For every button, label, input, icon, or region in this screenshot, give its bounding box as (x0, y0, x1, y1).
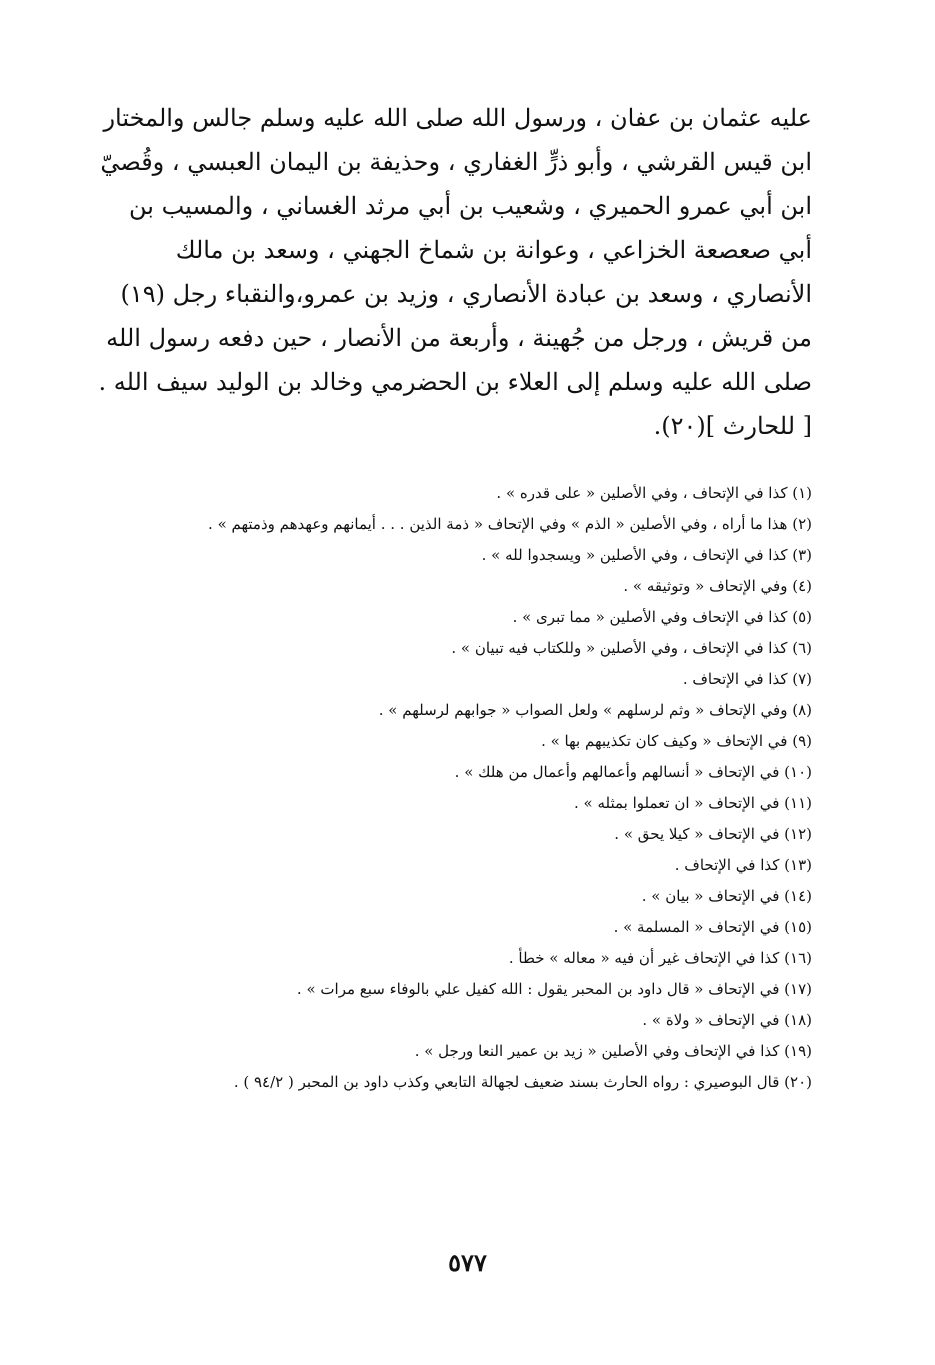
footnote-13: (١٣) كذا في الإتحاف . (674, 856, 812, 874)
footnote-18: (١٨) في الإتحاف « ولاة » . (642, 1011, 812, 1029)
main-text-line: من قريش ، ورجل من جُهينة ، وأربعة من الأنصار ، حين دفعه رسول الله (106, 324, 812, 352)
footnote-20: (٢٠) قال البوصيري : رواه الحارث بسند ضعيف لجهالة التابعي وكذب داود بن المحبر ( ٩٤/٢ ) . (233, 1073, 812, 1091)
footnote-12: (١٢) في الإتحاف « كيلا يحق » . (614, 825, 812, 843)
main-text (98, 96, 812, 448)
footnote-14: (١٤) في الإتحاف « بيان » . (641, 887, 812, 905)
main-text-line: صلى الله عليه وسلم إلى العلاء بن الحضرمي وخالد بن الوليد سيف الله . (98, 368, 812, 396)
main-text-line: عليه عثمان بن عفان ، ورسول الله صلى الله عليه وسلم جالس والمختار (103, 104, 812, 132)
footnote-4: (٤) وفي الإتحاف « وتوثيقه » . (623, 577, 812, 595)
footnote-19: (١٩) كذا في الإتحاف وفي الأصلين « زيد بن عمير النعا ورجل » . (414, 1042, 812, 1060)
page-number: ٥٧٧ (448, 1248, 487, 1277)
main-text-line: [ للحارث ](٢٠). (653, 412, 812, 440)
footnotes (150, 478, 812, 1098)
footnote-6: (٦) كذا في الإتحاف ، وفي الأصلين « وللكتاب فيه تبيان » . (451, 639, 812, 657)
footnote-17: (١٧) في الإتحاف « قال داود بن المحبر يقول : الله كفيل علي بالوفاء سبع مرات » . (296, 980, 812, 998)
footnote-10: (١٠) في الإتحاف « أنسالهم وأعمالهم وأعمال من هلك » . (454, 763, 812, 781)
footnote-5: (٥) كذا في الإتحاف وفي الأصلين « مما تبرى » . (512, 608, 812, 626)
footnote-8: (٨) وفي الإتحاف « وثم لرسلهم » ولعل الصواب « جوابهم لرسلهم » . (378, 701, 812, 719)
main-text-line: ابن أبي عمرو الحميري ، وشعيب بن أبي مرثد الغساني ، والمسيب بن (129, 192, 812, 220)
footnote-15: (١٥) في الإتحاف « المسلمة » . (613, 918, 812, 936)
main-text-line: الأنصاري ، وسعد بن عبادة الأنصاري ، وزيد بن عمرو،والنقباء رجل (١٩) (120, 280, 812, 308)
footnote-11: (١١) في الإتحاف « ان تعملوا بمثله » . (573, 794, 812, 812)
main-text-line: أبي صعصعة الخزاعي ، وعوانة بن شماخ الجهني ، وسعد بن مالك (175, 236, 812, 264)
footnote-1: (١) كذا في الإتحاف ، وفي الأصلين « على قدره » . (496, 484, 812, 502)
main-text-line: ابن قيس القرشي ، وأبو ذرٍّ الغفاري ، وحذيفة بن اليمان العبسي ، وقُصيّ (100, 148, 812, 176)
footnote-16: (١٦) كذا في الإتحاف غير أن فيه « معاله » خطأ . (508, 949, 812, 967)
footnote-3: (٣) كذا في الإتحاف ، وفي الأصلين « ويسجدوا لله » . (481, 546, 812, 564)
footnote-2: (٢) هذا ما أراه ، وفي الأصلين « الذم » وفي الإتحاف « ذمة الذين . . . أيمانهم وعهدهم وذمتهم » . (208, 515, 812, 533)
footnote-7: (٧) كذا في الإتحاف . (682, 670, 812, 688)
footnote-9: (٩) في الإتحاف « وكيف كان تكذيبهم بها » . (541, 732, 812, 750)
